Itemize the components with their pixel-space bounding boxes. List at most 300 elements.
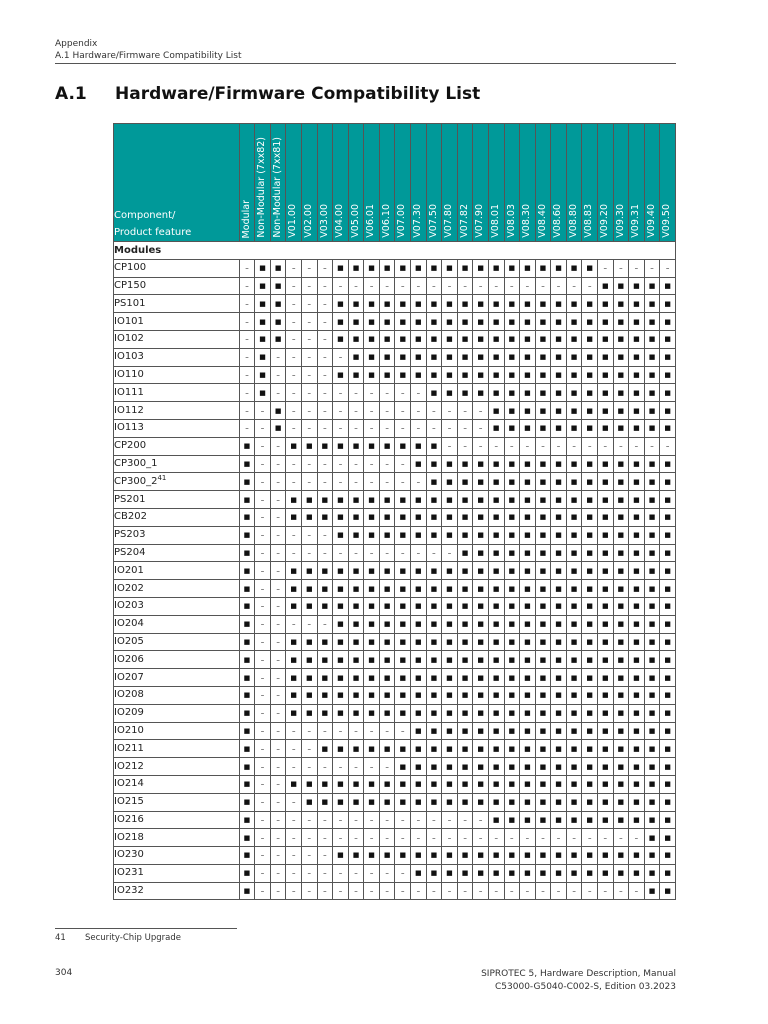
not-compatible-mark: – [317,615,333,633]
compatible-mark: ■ [488,811,504,829]
compatible-mark: ■ [395,669,411,687]
not-compatible-mark: – [333,402,349,420]
compatible-mark: ■ [520,259,536,277]
compatible-mark: ■ [551,562,567,580]
not-compatible-mark: – [302,348,318,366]
compatible-mark: ■ [629,580,645,598]
compatible-mark: ■ [239,793,255,811]
compatible-mark: ■ [660,615,676,633]
version-column-header [504,124,520,242]
compatible-mark: ■ [488,722,504,740]
compatible-mark: ■ [317,508,333,526]
not-compatible-mark: – [270,686,286,704]
not-compatible-mark: – [270,544,286,562]
not-compatible-mark: – [317,758,333,776]
compatible-mark: ■ [364,295,380,313]
not-compatible-mark: – [597,829,613,847]
not-compatible-mark: – [270,793,286,811]
version-column-header [457,124,473,242]
not-compatible-mark: – [457,402,473,420]
table-row [114,669,676,687]
version-column-header [582,124,598,242]
compatible-mark: ■ [520,669,536,687]
not-compatible-mark: – [317,847,333,865]
compatible-mark: ■ [426,686,442,704]
compatible-mark: ■ [488,633,504,651]
not-compatible-mark: – [302,526,318,544]
compatible-mark: ■ [660,330,676,348]
version-column-header [270,124,286,242]
compatible-mark: ■ [613,330,629,348]
compatible-mark: ■ [613,402,629,420]
compatible-mark: ■ [411,669,427,687]
not-compatible-mark: – [364,882,380,900]
compatible-mark: ■ [457,793,473,811]
compatible-mark: ■ [551,864,567,882]
not-compatible-mark: – [379,544,395,562]
compatible-mark: ■ [629,704,645,722]
compatible-mark: ■ [286,437,302,455]
not-compatible-mark: – [566,277,582,295]
not-compatible-mark: – [270,864,286,882]
compatible-mark: ■ [333,793,349,811]
not-compatible-mark: – [317,882,333,900]
compatible-mark: ■ [442,651,458,669]
compatible-mark: ■ [255,348,271,366]
section-row [114,242,676,260]
compatible-mark: ■ [504,722,520,740]
compatible-mark: ■ [566,686,582,704]
compatible-mark: ■ [442,704,458,722]
not-compatible-mark: – [582,437,598,455]
not-compatible-mark: – [302,384,318,402]
compatible-mark: ■ [379,580,395,598]
document-footer [481,968,676,994]
not-compatible-mark: – [270,562,286,580]
footnote-reference: 41 [157,473,167,482]
compatible-mark: ■ [411,455,427,473]
not-compatible-mark: – [333,419,349,437]
compatible-mark: ■ [629,384,645,402]
page-title [55,84,480,104]
not-compatible-mark: – [411,882,427,900]
compatible-mark: ■ [597,402,613,420]
compatible-mark: ■ [411,864,427,882]
table-row [114,811,676,829]
compatible-mark: ■ [535,651,551,669]
compatible-mark: ■ [426,740,442,758]
compatible-mark: ■ [302,437,318,455]
not-compatible-mark: – [411,419,427,437]
compatible-mark: ■ [613,295,629,313]
compatible-mark: ■ [379,775,395,793]
compatible-mark: ■ [395,508,411,526]
footnote-divider [55,928,237,929]
compatible-mark: ■ [535,330,551,348]
compatible-mark: ■ [395,580,411,598]
compatible-mark: ■ [395,633,411,651]
compatible-mark: ■ [660,847,676,865]
table-row [114,722,676,740]
compatible-mark: ■ [426,722,442,740]
compatible-mark: ■ [504,384,520,402]
compatible-mark: ■ [426,633,442,651]
compatible-mark: ■ [504,615,520,633]
compatible-mark: ■ [364,330,380,348]
compatible-mark: ■ [644,419,660,437]
compatible-mark: ■ [597,455,613,473]
compatible-mark: ■ [566,775,582,793]
compatible-mark: ■ [379,508,395,526]
not-compatible-mark: – [473,419,489,437]
compatible-mark: ■ [395,615,411,633]
not-compatible-mark: – [255,847,271,865]
compatible-mark: ■ [535,793,551,811]
component-name: IO211 [114,740,240,758]
compatible-mark: ■ [379,526,395,544]
not-compatible-mark: – [379,473,395,491]
not-compatible-mark: – [379,402,395,420]
compatible-mark: ■ [457,366,473,384]
compatible-mark: ■ [457,562,473,580]
not-compatible-mark: – [426,811,442,829]
compatible-mark: ■ [286,651,302,669]
compatible-mark: ■ [535,366,551,384]
compatible-mark: ■ [535,508,551,526]
compatible-mark: ■ [613,704,629,722]
compatible-mark: ■ [426,348,442,366]
compatible-mark: ■ [286,775,302,793]
not-compatible-mark: – [286,455,302,473]
version-column-header [239,124,255,242]
compatible-mark: ■ [395,562,411,580]
not-compatible-mark: – [426,544,442,562]
compatible-mark: ■ [520,402,536,420]
version-column-header [488,124,504,242]
table-header-row [114,124,676,242]
compatible-mark: ■ [566,562,582,580]
compatible-mark: ■ [644,669,660,687]
not-compatible-mark: – [270,829,286,847]
compatible-mark: ■ [364,508,380,526]
compatible-mark: ■ [551,455,567,473]
compatible-mark: ■ [302,580,318,598]
not-compatible-mark: – [457,419,473,437]
compatible-mark: ■ [473,455,489,473]
compatible-mark: ■ [379,615,395,633]
compatible-mark: ■ [364,704,380,722]
compatible-mark: ■ [442,473,458,491]
compatible-mark: ■ [411,348,427,366]
compatible-mark: ■ [239,669,255,687]
compatible-mark: ■ [379,704,395,722]
compatible-mark: ■ [457,847,473,865]
component-name: IO212 [114,758,240,776]
compatible-mark: ■ [473,366,489,384]
not-compatible-mark: – [286,793,302,811]
not-compatible-mark: – [270,348,286,366]
compatible-mark: ■ [395,437,411,455]
compatible-mark: ■ [426,775,442,793]
compatible-mark: ■ [520,473,536,491]
compatible-mark: ■ [473,847,489,865]
compatible-mark: ■ [629,544,645,562]
version-column-label: V08.03 [505,204,517,238]
component-name: IO216 [114,811,240,829]
compatible-mark: ■ [426,455,442,473]
component-name: IO218 [114,829,240,847]
compatible-mark: ■ [660,704,676,722]
not-compatible-mark: – [379,758,395,776]
compatible-mark: ■ [333,775,349,793]
compatible-mark: ■ [535,580,551,598]
component-name: CP150 [114,277,240,295]
compatible-mark: ■ [629,740,645,758]
compatible-mark: ■ [644,330,660,348]
compatibility-table [113,123,676,900]
compatible-mark: ■ [364,597,380,615]
compatible-mark: ■ [442,669,458,687]
compatible-mark: ■ [644,455,660,473]
compatible-mark: ■ [597,633,613,651]
not-compatible-mark: – [582,277,598,295]
compatible-mark: ■ [473,686,489,704]
compatible-mark: ■ [364,775,380,793]
compatible-mark: ■ [488,526,504,544]
not-compatible-mark: – [317,473,333,491]
compatible-mark: ■ [488,580,504,598]
compatible-mark: ■ [348,562,364,580]
compatible-mark: ■ [629,366,645,384]
compatible-mark: ■ [660,758,676,776]
not-compatible-mark: – [302,882,318,900]
compatible-mark: ■ [426,366,442,384]
compatible-mark: ■ [504,419,520,437]
compatible-mark: ■ [644,882,660,900]
compatible-mark: ■ [348,633,364,651]
compatible-mark: ■ [426,580,442,598]
compatible-mark: ■ [582,473,598,491]
compatible-mark: ■ [239,811,255,829]
table-row [114,508,676,526]
not-compatible-mark: – [364,455,380,473]
compatible-mark: ■ [613,562,629,580]
compatible-mark: ■ [582,669,598,687]
compatible-mark: ■ [644,544,660,562]
not-compatible-mark: – [302,419,318,437]
compatible-mark: ■ [566,864,582,882]
compatible-mark: ■ [411,615,427,633]
compatible-mark: ■ [597,847,613,865]
compatible-mark: ■ [348,793,364,811]
compatible-mark: ■ [473,597,489,615]
compatible-mark: ■ [629,330,645,348]
not-compatible-mark: – [302,277,318,295]
compatible-mark: ■ [395,597,411,615]
compatible-mark: ■ [442,740,458,758]
compatible-mark: ■ [442,366,458,384]
not-compatible-mark: – [239,259,255,277]
compatible-mark: ■ [551,740,567,758]
compatible-mark: ■ [442,686,458,704]
not-compatible-mark: – [613,882,629,900]
not-compatible-mark: – [270,491,286,509]
compatible-mark: ■ [566,491,582,509]
table-row [114,526,676,544]
compatible-mark: ■ [629,615,645,633]
not-compatible-mark: – [302,295,318,313]
compatible-mark: ■ [582,348,598,366]
compatible-mark: ■ [473,384,489,402]
compatible-mark: ■ [644,704,660,722]
compatible-mark: ■ [582,722,598,740]
not-compatible-mark: – [488,882,504,900]
not-compatible-mark: – [395,277,411,295]
compatible-mark: ■ [395,259,411,277]
compatible-mark: ■ [613,740,629,758]
not-compatible-mark: – [551,437,567,455]
compatible-mark: ■ [520,330,536,348]
not-compatible-mark: – [520,829,536,847]
compatible-mark: ■ [348,580,364,598]
compatible-mark: ■ [566,384,582,402]
compatible-mark: ■ [302,686,318,704]
compatible-mark: ■ [613,366,629,384]
compatible-mark: ■ [302,597,318,615]
compatible-mark: ■ [488,455,504,473]
not-compatible-mark: – [535,882,551,900]
compatible-mark: ■ [473,864,489,882]
component-name: IO207 [114,669,240,687]
compatible-mark: ■ [597,864,613,882]
not-compatible-mark: – [364,811,380,829]
not-compatible-mark: – [317,829,333,847]
compatible-mark: ■ [535,758,551,776]
compatible-mark: ■ [535,811,551,829]
compatible-mark: ■ [582,544,598,562]
compatible-mark: ■ [660,651,676,669]
compatible-mark: ■ [333,562,349,580]
compatible-mark: ■ [566,544,582,562]
compatible-mark: ■ [426,295,442,313]
compatible-mark: ■ [473,491,489,509]
compatible-mark: ■ [411,722,427,740]
compatible-mark: ■ [582,508,598,526]
component-name: PS203 [114,526,240,544]
compatible-mark: ■ [582,455,598,473]
compatible-mark: ■ [488,704,504,722]
not-compatible-mark: – [239,313,255,331]
not-compatible-mark: – [302,864,318,882]
compatible-mark: ■ [566,313,582,331]
footnote-text: Security-Chip Upgrade [85,933,181,943]
compatible-mark: ■ [488,793,504,811]
compatible-mark: ■ [457,455,473,473]
compatible-mark: ■ [411,508,427,526]
version-column-header [442,124,458,242]
compatible-mark: ■ [411,651,427,669]
compatible-mark: ■ [629,491,645,509]
compatible-mark: ■ [457,473,473,491]
compatible-mark: ■ [535,615,551,633]
compatible-mark: ■ [348,526,364,544]
not-compatible-mark: – [644,437,660,455]
not-compatible-mark: – [426,882,442,900]
not-compatible-mark: – [255,562,271,580]
table-row [114,295,676,313]
compatible-mark: ■ [239,651,255,669]
compatible-mark: ■ [644,491,660,509]
compatible-mark: ■ [644,615,660,633]
title-number: A.1 [55,84,87,104]
compatible-mark: ■ [473,793,489,811]
compatible-mark: ■ [520,580,536,598]
compatible-mark: ■ [302,793,318,811]
compatible-mark: ■ [426,508,442,526]
compatible-mark: ■ [660,526,676,544]
compatible-mark: ■ [379,313,395,331]
compatible-mark: ■ [597,740,613,758]
compatible-mark: ■ [317,669,333,687]
compatible-mark: ■ [582,758,598,776]
not-compatible-mark: – [286,526,302,544]
compatible-mark: ■ [255,295,271,313]
compatible-mark: ■ [348,313,364,331]
compatible-mark: ■ [660,775,676,793]
compatible-mark: ■ [551,704,567,722]
compatible-mark: ■ [504,526,520,544]
compatible-mark: ■ [660,811,676,829]
compatible-mark: ■ [520,847,536,865]
not-compatible-mark: – [239,348,255,366]
not-compatible-mark: – [364,864,380,882]
compatible-mark: ■ [629,864,645,882]
compatible-mark: ■ [333,686,349,704]
not-compatible-mark: – [629,259,645,277]
compatible-mark: ■ [426,384,442,402]
compatible-mark: ■ [270,402,286,420]
not-compatible-mark: – [348,758,364,776]
compatible-mark: ■ [333,330,349,348]
running-header [55,38,242,62]
compatible-mark: ■ [566,455,582,473]
compatible-mark: ■ [488,330,504,348]
compatible-mark: ■ [442,633,458,651]
table-row [114,615,676,633]
compatible-mark: ■ [629,562,645,580]
not-compatible-mark: – [302,473,318,491]
compatible-mark: ■ [457,259,473,277]
version-column-header [411,124,427,242]
header-section: Appendix [55,39,98,49]
version-column-label: Non-Modular (7xx81) [271,137,283,238]
compatible-mark: ■ [348,491,364,509]
compatible-mark: ■ [520,455,536,473]
version-column-label: V08.30 [521,204,533,238]
compatible-mark: ■ [504,544,520,562]
not-compatible-mark: – [255,775,271,793]
not-compatible-mark: – [255,740,271,758]
component-column-header: Component/ Product feature [114,124,240,242]
not-compatible-mark: – [551,277,567,295]
compatible-mark: ■ [629,348,645,366]
compatible-mark: ■ [473,259,489,277]
compatible-mark: ■ [411,740,427,758]
table-row [114,259,676,277]
not-compatible-mark: – [255,722,271,740]
compatible-mark: ■ [504,740,520,758]
compatible-mark: ■ [613,864,629,882]
